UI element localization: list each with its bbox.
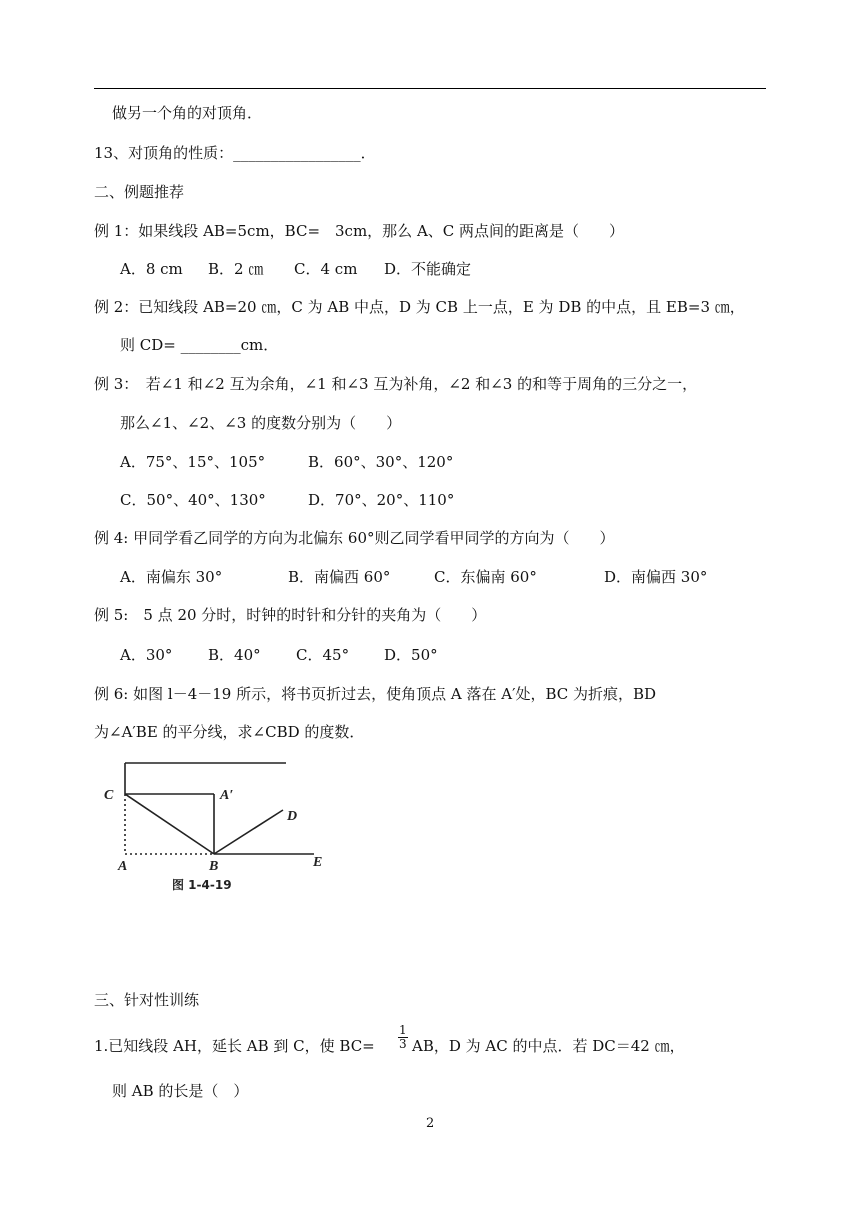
page-number: 2 [426,1116,435,1131]
label-a-prime: A′ [220,788,234,803]
example-2-cont: 则 CD= ________cm． [120,336,279,354]
label-b: B [209,859,219,874]
option-c: C．50°、40°、130° [120,491,266,509]
example-6: 例 6: 如图 l－4－19 所示，将书页折过去，使角顶点 A 落在 A′处，BC 为折痕，BD [94,685,657,703]
option-d: D．50° [384,646,438,664]
example-6-cont: 为∠A′BE 的平分线，求∠CBD 的度数． [94,723,365,741]
question-13: 13、对顶角的性质：_________________． [94,144,376,162]
figure-caption: 图 1-4-19 [172,878,232,892]
option-d: D．70°、20°、110° [308,491,455,509]
label-e: E [313,855,323,870]
section-heading-examples: 二、例题推荐 [94,183,185,201]
example-4: 例 4: 甲同学看乙同学的方向为北偏东 60°则乙同学看甲同学的方向为（ ） [94,529,615,547]
section-heading-training: 三、针对性训练 [94,991,200,1009]
fraction-numerator: 1 [399,1023,407,1037]
option-b: B．60°、30°、120° [308,453,454,471]
fraction-one-third [398,1024,408,1051]
label-c: C [104,788,114,803]
option-d: D．不能确定 [384,260,472,278]
option-a: A．75°、15°、105° [120,453,266,471]
option-d: D．南偏西 30° [604,568,708,586]
fraction-denominator: 3 [399,1037,407,1051]
fold-line-cb [125,794,214,854]
option-b: B．40° [208,646,261,664]
option-c: C．东偏南 60° [434,568,537,586]
example-5: 例 5: 5 点 20 分时，时钟的时针和分针的夹角为（ ） [94,606,487,624]
fold-figure [104,758,328,898]
label-d: D [287,809,298,824]
option-a: A．8 cm [120,260,183,278]
training-1-cont: 则 AB 的长是（ ） [112,1082,249,1100]
header-rule [94,88,766,89]
example-3-cont: 那么∠1、∠2、∠3 的度数分别为（ ） [120,414,402,432]
example-3: 例 3： 若∠1 和∠2 互为余角，∠1 和∠3 互为补角，∠2 和∠3 的和等于周角的三分之一， [94,375,698,393]
option-b: B．南偏西 60° [288,568,391,586]
example-2: 例 2：已知线段 AB=20 ㎝，C 为 AB 中点，D 为 CB 上一点，E 为 DB 的中点，且 EB=3 ㎝， [94,298,745,316]
option-c: C．4 cm [294,260,358,278]
option-a: A．30° [120,646,173,664]
label-a: A [118,859,128,874]
option-c: C．45° [296,646,350,664]
bisector-bd [214,810,283,854]
training-1-post: AB，D 为 AC 的中点．若 DC＝42 ㎝， [412,1037,685,1055]
option-a: A．南偏东 30° [120,568,223,586]
text-line: 做另一个角的对顶角． [112,104,263,122]
example-1: 例 1：如果线段 AB=5cm，BC= 3cm，那么 A、C 两点间的距离是（ ） [94,222,625,240]
option-b: B．2 ㎝ [208,260,264,278]
training-1-pre: 1.已知线段 AH，延长 AB 到 C，使 BC= [94,1037,375,1055]
